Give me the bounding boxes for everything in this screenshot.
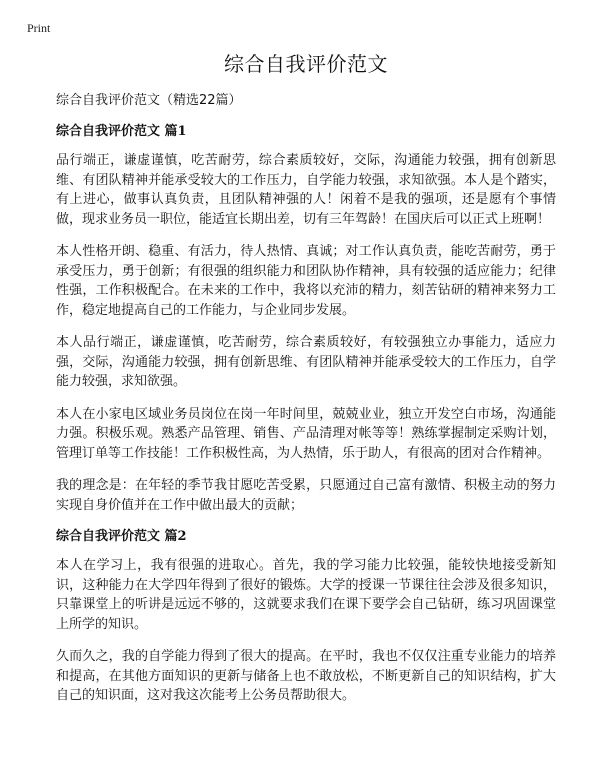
paragraph: 本人在学习上，我有很强的进取心。首先，我的学习能力比较强，能较快地接受新知识，这种能力在大学四年得到了很好的锻炼。大学的授课一节课往往会涉及很多知识，只靠课堂上的听讲是远远不够的，这就要求我们在课下要学会自己钻研，练习巩固课堂上所学的知识。 [56,558,556,632]
paragraph: 本人性格开朗、稳重、有活力，待人热情、真诚；对工作认真负责，能吃苦耐劳，勇于承受压力，勇于创新；有很强的组织能力和团队协作精神，具有较强的适应能力；纪律性强，工作积极配合。在未来的工作中，我将以充沛的精力，刻苦钻研的精神来努力工作，稳定地提高自己的工作能力，与企业同步发展。 [56,244,556,318]
paragraph: 我的理念是：在年轻的季节我甘愿吃苦受累，只愿通过自己富有激情、积极主动的努力实现自身价值并在工作中做出最大的贡献； [56,478,556,513]
paragraph: 久而久之，我的自学能力得到了很大的提高。在平时，我也不仅仅注重专业能力的培养和提高，在其他方面知识的更新与储备上也不敢放松，不断更新自己的知识结构，扩大自己的知识面，这对我这次能考上公务员帮助很大。 [56,649,556,703]
section-heading-2: 综合自我评价范文 篇2 [56,529,187,544]
section-heading-1: 综合自我评价范文 篇1 [56,124,187,139]
print-link[interactable]: Print [27,21,51,35]
paragraph: 本人品行端正，谦虚谨慎，吃苦耐劳，综合素质较好，有较强独立办事能力，适应力强，交际，沟通能力较强，拥有创新思维、有团队精神并能承受较大的工作压力，自学能力较强，求知欲强。 [56,335,556,389]
document-subtitle: 综合自我评价范文（精选22篇） [56,93,242,108]
paragraph: 品行端正，谦虚谨慎，吃苦耐劳，综合素质较好，交际，沟通能力较强，拥有创新思维、有团队精神并能承受较大的工作压力，自学能力较强，求知欲强。本人是个踏实，有上进心，做事认真负责，且团队精神强的人！闲着不是我的强项，还是愿有个事情做，现求业务员一职位，能适宜长期出差，切有三年驾龄！在国庆后可以正式上班啊！ [56,153,556,227]
document-body [56,50,556,719]
paragraph: 本人在小家电区域业务员岗位在岗一年时间里，兢兢业业，独立开发空白市场，沟通能力强。积极乐观。熟悉产品管理、销售、产品清理对帐等等！熟练掌握制定采购计划，管理订单等工作技能！工作积极性高，为人热情，乐于助人，有很高的团对合作精神。 [56,406,556,461]
page-title: 综合自我评价范文 [224,52,388,76]
